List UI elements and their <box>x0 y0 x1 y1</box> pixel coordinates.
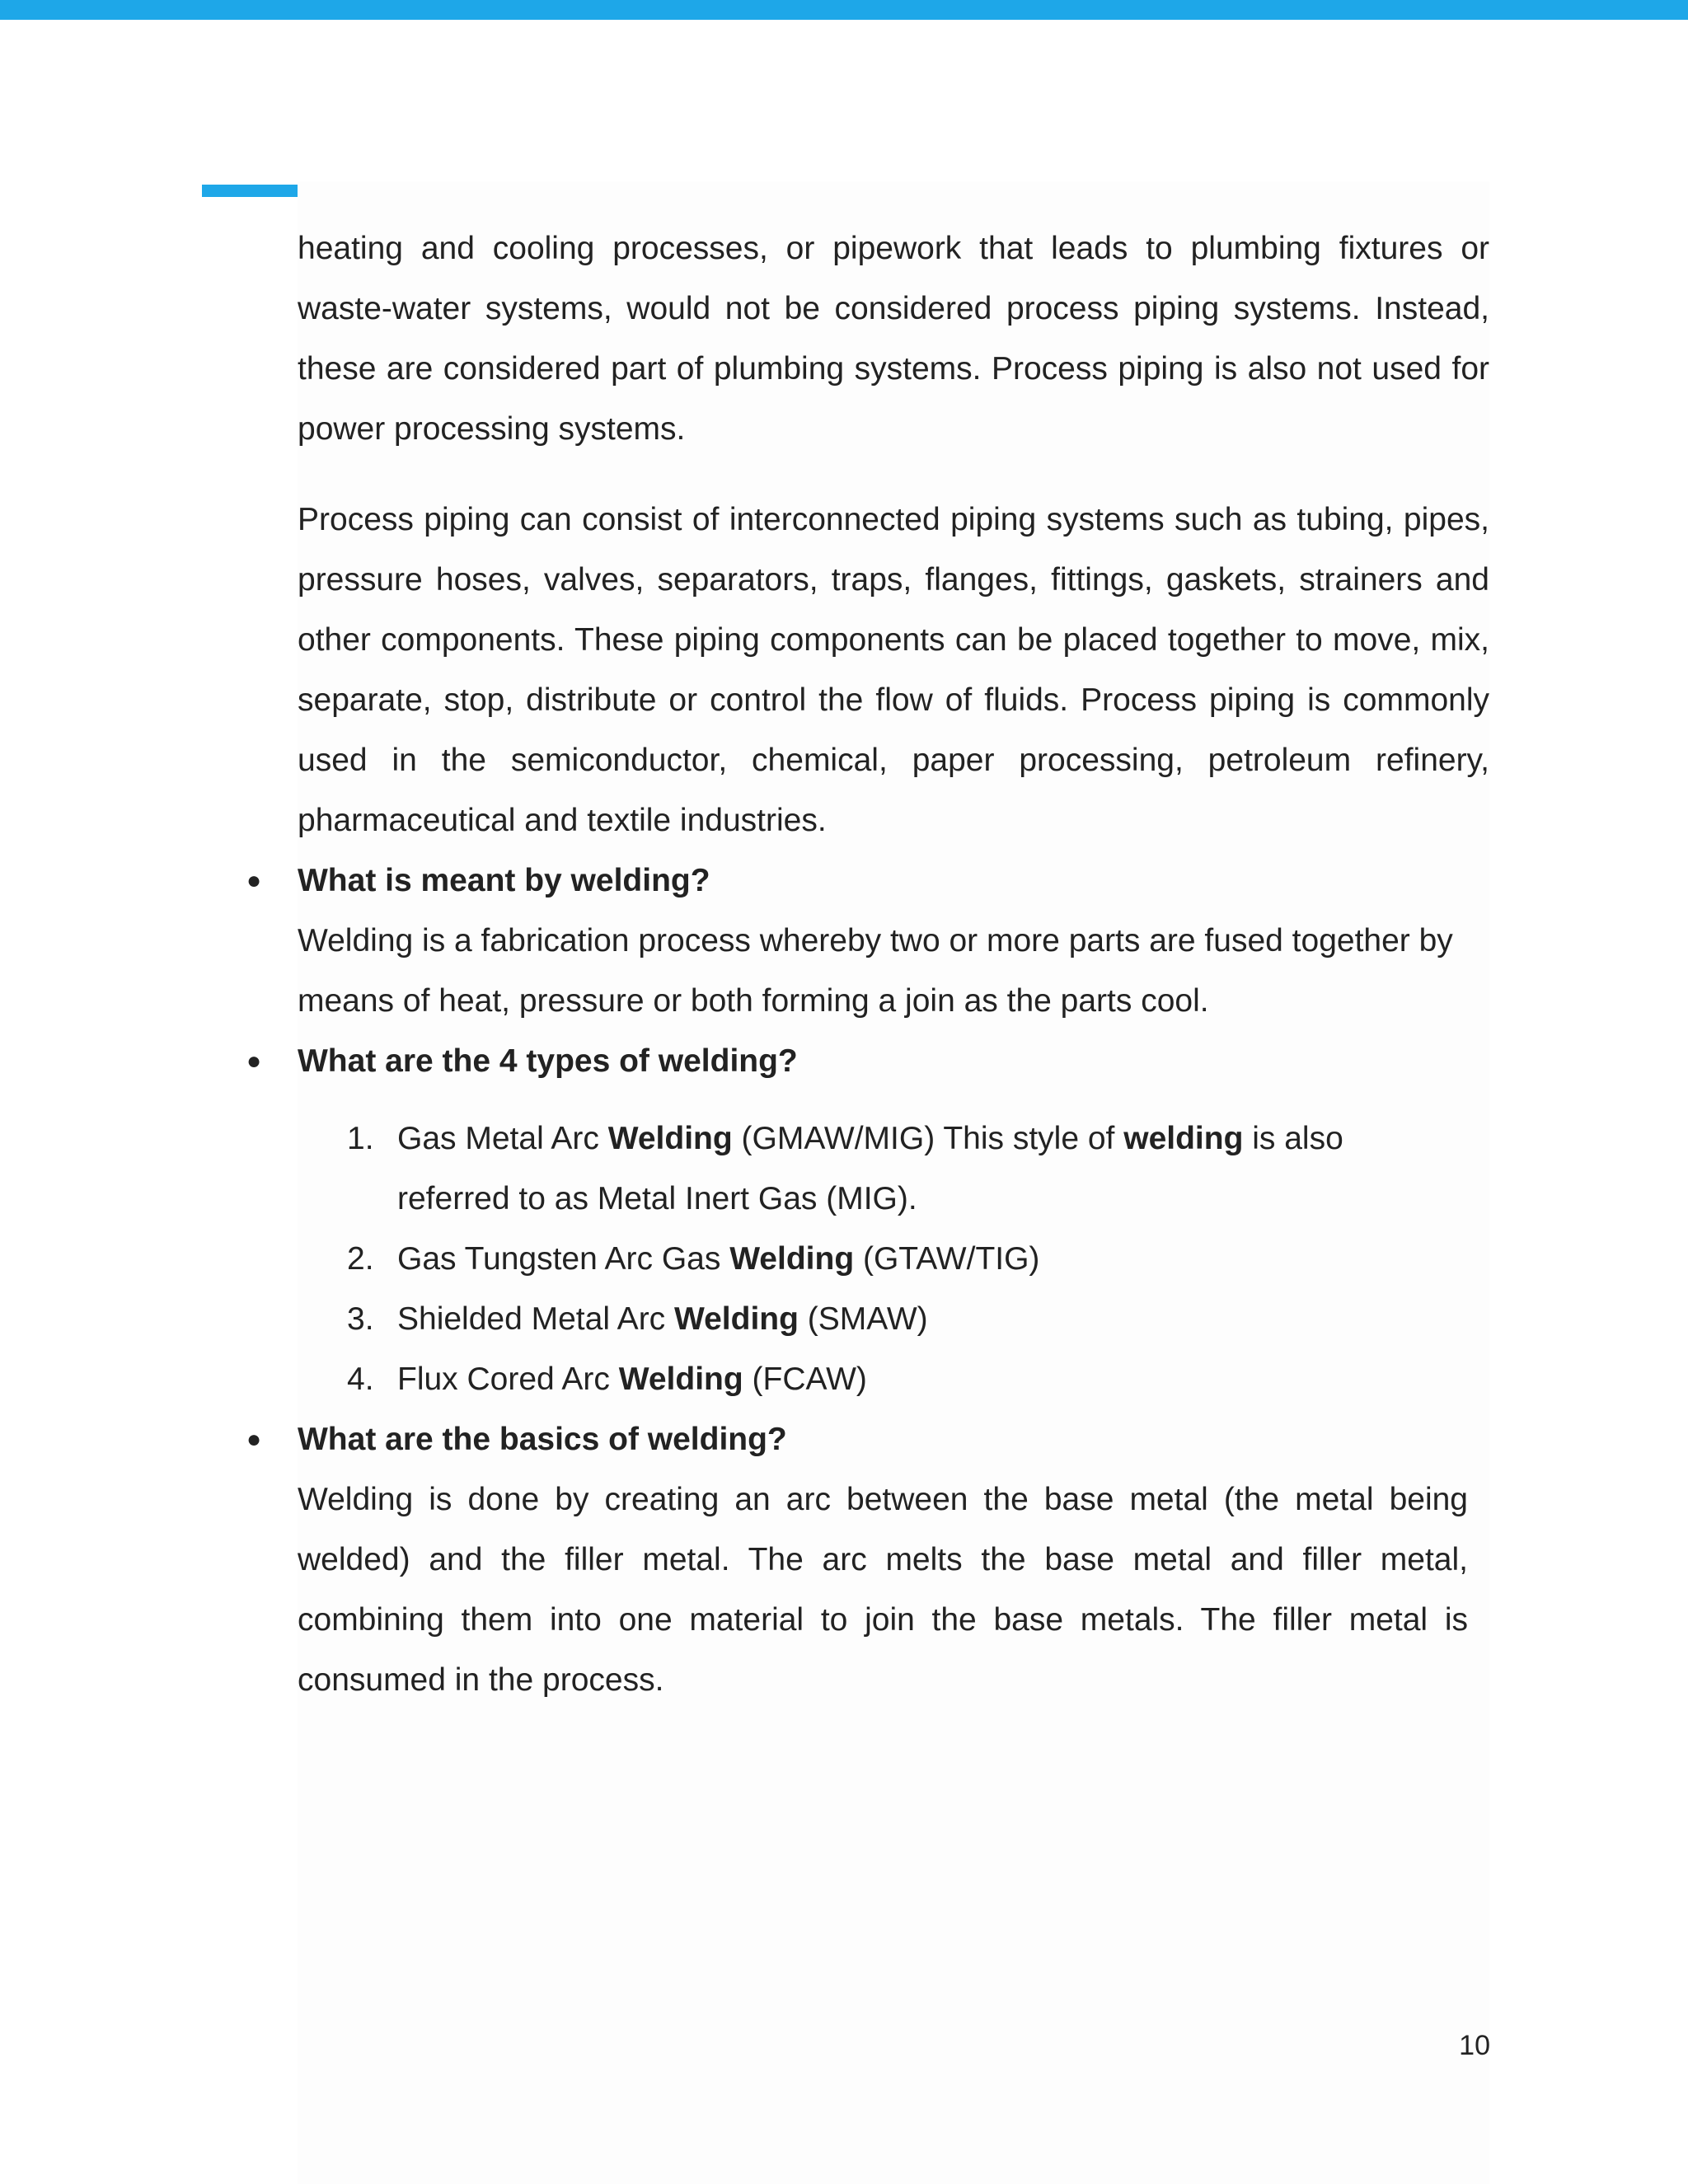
item-text-bold: Welding <box>607 1121 733 1156</box>
question-heading <box>246 1409 1489 1469</box>
question-heading <box>246 1031 1489 1091</box>
list-number: 2. <box>347 1241 374 1277</box>
item-text-end: (SMAW) <box>798 1301 928 1337</box>
welding-types-list <box>298 1108 1386 1409</box>
list-number: 3. <box>347 1301 374 1337</box>
section-accent-mark <box>202 185 301 197</box>
list-number: 1. <box>347 1121 374 1156</box>
item-text-bold: Welding <box>618 1361 743 1397</box>
intro-paragraph: heating and cooling processes, or pipework that leads to plumbing fixtures or waste-water systems, would not be considered process piping systems. Instead, these are considered part of plumbing systems. Process piping is also not used for power processing systems. <box>298 231 1489 447</box>
answer-paragraph: Welding is done by creating an arc between the base metal (the metal being welded) and the filler metal. The arc melts the base metal and filler metal, combining them into one material to join the base metals. The filler metal is consumed in the process. <box>298 1482 1468 1698</box>
list-number: 4. <box>347 1361 374 1397</box>
bullet-icon: ● <box>246 1426 262 1453</box>
item-text-end: is also referred to as Metal Inert Gas (MIG). <box>397 1121 1343 1216</box>
bullet-icon: ● <box>246 867 262 894</box>
question-text: What is meant by welding? <box>298 863 710 898</box>
question-heading <box>246 851 1489 911</box>
question-text: What are the 4 types of welding? <box>298 1043 798 1079</box>
item-text-bold: Welding <box>674 1301 799 1337</box>
answer-paragraph: Welding is a fabrication process whereby two or more parts are fused together by means of heat, pressure or both forming a join as the parts cool. <box>298 923 1453 1019</box>
item-text-start: Shielded Metal Arc <box>397 1301 675 1337</box>
item-text-end: (FCAW) <box>743 1361 867 1397</box>
item-text-bold: Welding <box>729 1241 855 1277</box>
item-text-start: Gas Metal Arc <box>397 1121 608 1156</box>
list-item <box>298 1289 1386 1349</box>
list-item <box>298 1108 1386 1229</box>
list-item <box>298 1349 1386 1409</box>
item-text-bold: welding <box>1123 1121 1244 1156</box>
page-number: 10 <box>1459 2030 1490 2061</box>
item-text-start: Gas Tungsten Arc Gas <box>397 1241 730 1277</box>
bullet-icon: ● <box>246 1047 262 1075</box>
top-accent-bar <box>0 0 1688 20</box>
question-text: What are the basics of welding? <box>298 1422 787 1457</box>
item-text-middle: (GMAW/MIG) This style of <box>732 1121 1124 1156</box>
page-content <box>246 218 1489 1710</box>
item-text-end: (GTAW/TIG) <box>854 1241 1040 1277</box>
process-piping-paragraph: Process piping can consist of interconnected piping systems such as tubing, pipes, pressure hoses, valves, separators, traps, flanges, fittings, gaskets, strainers and other components. These piping components can be placed together to move, mix, separate, stop, distribute or control the flow of fluids. Process piping is commonly used in the semiconductor, chemical, paper processing, petroleum refinery, pharmaceutical and textile industries. <box>298 502 1489 838</box>
item-text-start: Flux Cored Arc <box>397 1361 619 1397</box>
list-item <box>298 1229 1386 1289</box>
